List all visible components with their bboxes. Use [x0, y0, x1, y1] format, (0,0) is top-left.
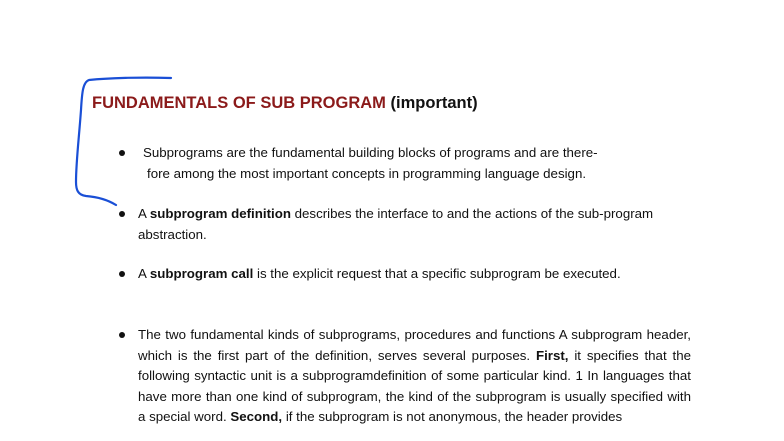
bullet-2-term: subprogram definition: [149, 206, 291, 221]
bullet-4-second: Second,: [230, 409, 283, 424]
bullet-dot-icon: [119, 271, 125, 277]
bullet-3-pre: A: [138, 266, 150, 281]
bullet-4-text-2: it specifies that the following syntactic unit is a subprogramdefinition of some particular kind. 1 In languages that have more than one kind of subprogram, the kind of the subprogram is usually specified with a special word.: [138, 347, 692, 424]
list-item: [138, 204, 686, 245]
page-title: [92, 94, 478, 113]
bullet-1-line-1: Subprograms are the fundamental building blocks of programs and are there-: [143, 145, 598, 160]
bullet-2-text: describes the interface to and the actions of the sub-program abstraction.: [138, 206, 654, 242]
list-item: [138, 325, 691, 428]
bullet-dot-icon: [119, 332, 125, 338]
bullet-1-line-2: fore among the most important concepts in programming language design.: [147, 165, 587, 181]
bullet-2-pre: A: [138, 206, 150, 221]
bullet-dot-icon: [119, 150, 125, 156]
title-main: FUNDAMENTALS OF SUB PROGRAM: [92, 94, 386, 112]
bullet-dot-icon: [119, 211, 125, 217]
list-item: [138, 264, 638, 285]
list-item: [143, 143, 703, 184]
bullet-4-text-3: if the subprogram is not anonymous, the header provides: [282, 409, 623, 424]
title-note: (important): [390, 94, 478, 112]
bullet-3-text: is the explicit request that a specific subprogram be executed.: [253, 266, 621, 281]
bullet-4-text-1: The two fundamental kinds of subprograms, procedures and functions A subprogram header, which is the first part of the definition, serves several purposes.: [138, 327, 691, 363]
bullet-3-term: subprogram call: [149, 266, 254, 281]
bullet-4-first: First,: [535, 347, 569, 363]
